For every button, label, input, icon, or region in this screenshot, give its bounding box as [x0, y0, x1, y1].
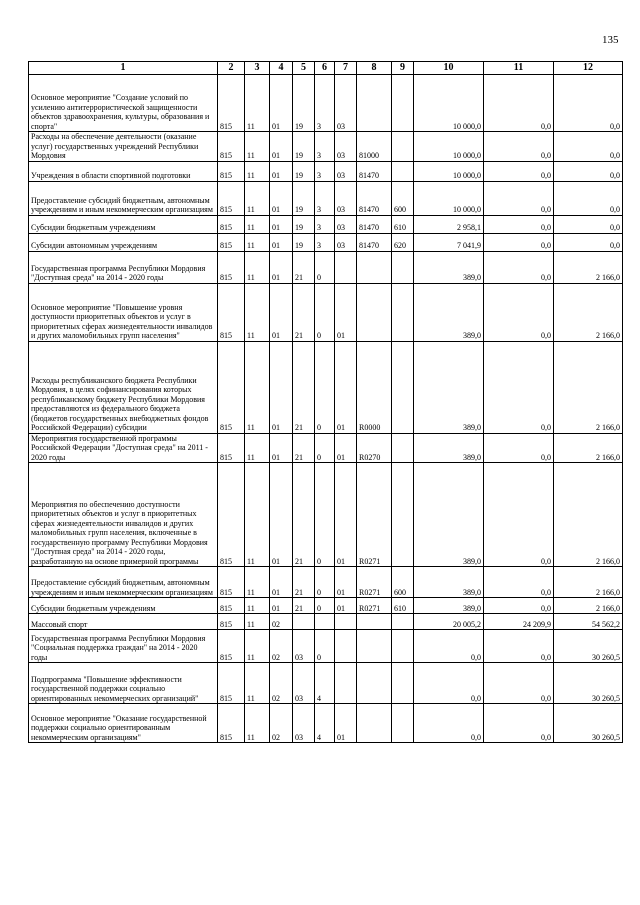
section-code: 11 [245, 283, 270, 341]
expense-code [357, 251, 392, 283]
section-code: 11 [245, 663, 270, 704]
event-code: 01 [335, 704, 357, 743]
expense-code [357, 704, 392, 743]
program-code: 03 [293, 630, 315, 663]
table-row [29, 567, 623, 598]
expense-code: 81470 [357, 215, 392, 233]
amount-col11: 0,0 [484, 215, 554, 233]
subprogram-code: 3 [315, 215, 335, 233]
event-code [335, 251, 357, 283]
event-code: 01 [335, 283, 357, 341]
amount-col11: 0,0 [484, 341, 554, 433]
subprogram-code: 3 [315, 75, 335, 132]
program-code: 21 [293, 598, 315, 614]
subprogram-code: 3 [315, 161, 335, 181]
program-code [293, 614, 315, 630]
subprogram-code: 0 [315, 341, 335, 433]
subprogram-code [315, 614, 335, 630]
row-name: Предоставление субсидий бюджетным, автономным учреждениям и иным некоммерческим организациям [29, 567, 218, 598]
row-name: Мероприятия государственной программы Российской Федерации "Доступная среда" на 2011 - 2020 годы [29, 433, 218, 463]
row-name: Предоставление субсидий бюджетным, автономным учреждениям и иным некоммерческим организациям [29, 181, 218, 215]
amount-col10: 389,0 [414, 598, 484, 614]
amount-col11: 0,0 [484, 567, 554, 598]
amount-col11: 0,0 [484, 630, 554, 663]
table-row [29, 630, 623, 663]
agency-code: 815 [218, 598, 245, 614]
row-name: Расходы республиканского бюджета Республики Мордовия, в целях софинансирования которых республиканскому бюджету Республики Мордовия предоставляются из федерального бюджета (бюджетов государственных внебюджетных фондов Российской Федерации) субсидии [29, 341, 218, 433]
subprogram-code: 0 [315, 630, 335, 663]
amount-col10: 389,0 [414, 341, 484, 433]
amount-col12: 30 260,5 [554, 663, 623, 704]
amount-col12: 54 562,2 [554, 614, 623, 630]
subsection-code: 01 [270, 341, 293, 433]
column-header: 2 [218, 62, 245, 75]
amount-col10: 389,0 [414, 283, 484, 341]
subprogram-code: 0 [315, 433, 335, 463]
subsection-code: 01 [270, 161, 293, 181]
subprogram-code: 3 [315, 233, 335, 251]
row-name: Субсидии бюджетным учреждениям [29, 598, 218, 614]
subsection-code: 01 [270, 181, 293, 215]
row-name: Субсидии автономным учреждениям [29, 233, 218, 251]
type-code: 600 [392, 567, 414, 598]
event-code: 03 [335, 215, 357, 233]
section-code: 11 [245, 341, 270, 433]
type-code: 610 [392, 215, 414, 233]
table-row [29, 663, 623, 704]
amount-col11: 0,0 [484, 75, 554, 132]
subsection-code: 01 [270, 233, 293, 251]
event-code: 03 [335, 233, 357, 251]
subprogram-code: 4 [315, 663, 335, 704]
amount-col10: 0,0 [414, 704, 484, 743]
event-code [335, 630, 357, 663]
expense-code: 81000 [357, 132, 392, 162]
row-name: Расходы на обеспечение деятельности (оказание услуг) государственных учреждений Республики Мордовия [29, 132, 218, 162]
type-code [392, 463, 414, 567]
column-header: 12 [554, 62, 623, 75]
program-code: 19 [293, 215, 315, 233]
agency-code: 815 [218, 251, 245, 283]
type-code: 620 [392, 233, 414, 251]
agency-code: 815 [218, 630, 245, 663]
column-header: 7 [335, 62, 357, 75]
subprogram-code: 4 [315, 704, 335, 743]
column-header: 1 [29, 62, 218, 75]
section-code: 11 [245, 433, 270, 463]
expense-code [357, 75, 392, 132]
agency-code: 815 [218, 132, 245, 162]
event-code: 03 [335, 181, 357, 215]
table-row [29, 181, 623, 215]
program-code: 19 [293, 233, 315, 251]
amount-col10: 389,0 [414, 251, 484, 283]
amount-col10: 389,0 [414, 433, 484, 463]
subsection-code: 01 [270, 132, 293, 162]
amount-col11: 0,0 [484, 283, 554, 341]
row-name: Основное мероприятие "Повышение уровня доступности приоритетных объектов и услуг в приоритетных сферах жизнедеятельности инвалидов и других маломобильных групп населения" [29, 283, 218, 341]
program-code: 19 [293, 75, 315, 132]
table-row [29, 233, 623, 251]
event-code: 01 [335, 598, 357, 614]
table-header-row [29, 62, 623, 75]
amount-col11: 0,0 [484, 704, 554, 743]
program-code: 21 [293, 567, 315, 598]
expense-code: R0000 [357, 341, 392, 433]
row-name: Подпрограмма "Повышение эффективности государственной поддержки социально ориентированных некоммерческих организаций" [29, 663, 218, 704]
table-body [29, 75, 623, 743]
subsection-code: 02 [270, 704, 293, 743]
table-row [29, 283, 623, 341]
column-header: 6 [315, 62, 335, 75]
expense-code: 81470 [357, 181, 392, 215]
expense-code [357, 283, 392, 341]
amount-col12: 30 260,5 [554, 630, 623, 663]
column-header: 8 [357, 62, 392, 75]
expense-code [357, 614, 392, 630]
amount-col11: 24 209,9 [484, 614, 554, 630]
amount-col11: 0,0 [484, 433, 554, 463]
amount-col10: 10 000,0 [414, 132, 484, 162]
amount-col10: 389,0 [414, 567, 484, 598]
expense-code [357, 630, 392, 663]
expense-code: 81470 [357, 161, 392, 181]
event-code: 03 [335, 161, 357, 181]
amount-col10: 10 000,0 [414, 181, 484, 215]
agency-code: 815 [218, 283, 245, 341]
expense-code: 81470 [357, 233, 392, 251]
subprogram-code: 0 [315, 598, 335, 614]
row-name: Массовый спорт [29, 614, 218, 630]
row-name: Основное мероприятие "Создание условий по усилению антитеррористической защищенности объектов здравоохранения, культуры, образования и спорта" [29, 75, 218, 132]
amount-col11: 0,0 [484, 463, 554, 567]
section-code: 11 [245, 598, 270, 614]
type-code [392, 75, 414, 132]
column-header: 10 [414, 62, 484, 75]
subsection-code: 01 [270, 215, 293, 233]
amount-col12: 2 166,0 [554, 251, 623, 283]
subsection-code: 01 [270, 283, 293, 341]
program-code: 03 [293, 663, 315, 704]
section-code: 11 [245, 704, 270, 743]
subprogram-code: 0 [315, 567, 335, 598]
agency-code: 815 [218, 614, 245, 630]
amount-col11: 0,0 [484, 598, 554, 614]
table-row [29, 132, 623, 162]
agency-code: 815 [218, 233, 245, 251]
agency-code: 815 [218, 161, 245, 181]
section-code: 11 [245, 75, 270, 132]
section-code: 11 [245, 161, 270, 181]
type-code [392, 614, 414, 630]
agency-code: 815 [218, 704, 245, 743]
type-code [392, 704, 414, 743]
type-code [392, 630, 414, 663]
column-header: 3 [245, 62, 270, 75]
type-code: 610 [392, 598, 414, 614]
table-row [29, 341, 623, 433]
expense-code: R0270 [357, 433, 392, 463]
section-code: 11 [245, 463, 270, 567]
event-code: 03 [335, 132, 357, 162]
expense-code: R0271 [357, 463, 392, 567]
row-name: Субсидии бюджетным учреждениям [29, 215, 218, 233]
table-row [29, 251, 623, 283]
table-row [29, 704, 623, 743]
subsection-code: 01 [270, 75, 293, 132]
amount-col12: 0,0 [554, 181, 623, 215]
amount-col10: 10 000,0 [414, 75, 484, 132]
amount-col10: 10 000,0 [414, 161, 484, 181]
program-code: 19 [293, 161, 315, 181]
amount-col11: 0,0 [484, 233, 554, 251]
column-header: 11 [484, 62, 554, 75]
amount-col12: 30 260,5 [554, 704, 623, 743]
subprogram-code: 0 [315, 251, 335, 283]
page-number: 135 [602, 34, 619, 46]
row-name: Учреждения в области спортивной подготовки [29, 161, 218, 181]
program-code: 21 [293, 251, 315, 283]
event-code: 01 [335, 567, 357, 598]
program-code: 21 [293, 463, 315, 567]
program-code: 03 [293, 704, 315, 743]
amount-col12: 0,0 [554, 215, 623, 233]
amount-col11: 0,0 [484, 663, 554, 704]
agency-code: 815 [218, 215, 245, 233]
amount-col11: 0,0 [484, 132, 554, 162]
expense-code: R0271 [357, 567, 392, 598]
amount-col10: 20 005,2 [414, 614, 484, 630]
column-header: 9 [392, 62, 414, 75]
subprogram-code: 0 [315, 463, 335, 567]
type-code [392, 283, 414, 341]
type-code [392, 433, 414, 463]
type-code: 600 [392, 181, 414, 215]
agency-code: 815 [218, 463, 245, 567]
type-code [392, 251, 414, 283]
amount-col12: 2 166,0 [554, 567, 623, 598]
column-header: 4 [270, 62, 293, 75]
table-row [29, 433, 623, 463]
program-code: 21 [293, 433, 315, 463]
amount-col12: 0,0 [554, 233, 623, 251]
type-code [392, 132, 414, 162]
agency-code: 815 [218, 341, 245, 433]
table-row [29, 463, 623, 567]
amount-col12: 0,0 [554, 161, 623, 181]
agency-code: 815 [218, 433, 245, 463]
table-row [29, 75, 623, 132]
program-code: 21 [293, 283, 315, 341]
subprogram-code: 3 [315, 181, 335, 215]
table-row [29, 614, 623, 630]
amount-col11: 0,0 [484, 161, 554, 181]
event-code [335, 614, 357, 630]
section-code: 11 [245, 132, 270, 162]
event-code: 01 [335, 341, 357, 433]
amount-col12: 2 166,0 [554, 433, 623, 463]
budget-table [28, 61, 623, 743]
amount-col11: 0,0 [484, 251, 554, 283]
row-name: Государственная программа Республики Мордовия "Доступная среда" на 2014 - 2020 годы [29, 251, 218, 283]
table-row [29, 161, 623, 181]
agency-code: 815 [218, 75, 245, 132]
event-code: 01 [335, 463, 357, 567]
amount-col10: 2 958,1 [414, 215, 484, 233]
program-code: 21 [293, 341, 315, 433]
agency-code: 815 [218, 567, 245, 598]
section-code: 11 [245, 215, 270, 233]
amount-col11: 0,0 [484, 181, 554, 215]
section-code: 11 [245, 233, 270, 251]
agency-code: 815 [218, 181, 245, 215]
row-name: Мероприятия по обеспечению доступности приоритетных объектов и услуг в приоритетных сферах жизнедеятельности инвалидов и других маломобильных групп населения, включенные в государственную программу Республики Мордовия "Доступная среда" на 2014 - 2020 годы, разработанную на основе примерной программы [29, 463, 218, 567]
amount-col12: 0,0 [554, 75, 623, 132]
subprogram-code: 3 [315, 132, 335, 162]
subprogram-code: 0 [315, 283, 335, 341]
subsection-code: 02 [270, 614, 293, 630]
amount-col10: 0,0 [414, 663, 484, 704]
section-code: 11 [245, 181, 270, 215]
expense-code [357, 663, 392, 704]
type-code [392, 663, 414, 704]
program-code: 19 [293, 132, 315, 162]
program-code: 19 [293, 181, 315, 215]
section-code: 11 [245, 251, 270, 283]
amount-col12: 0,0 [554, 132, 623, 162]
type-code [392, 161, 414, 181]
subsection-code: 01 [270, 463, 293, 567]
amount-col10: 389,0 [414, 463, 484, 567]
amount-col12: 2 166,0 [554, 283, 623, 341]
subsection-code: 02 [270, 663, 293, 704]
table-row [29, 215, 623, 233]
amount-col12: 2 166,0 [554, 463, 623, 567]
event-code: 03 [335, 75, 357, 132]
row-name: Основное мероприятие "Оказание государственной поддержки социально ориентированным некоммерческим организациям" [29, 704, 218, 743]
section-code: 11 [245, 614, 270, 630]
event-code: 01 [335, 433, 357, 463]
subsection-code: 01 [270, 251, 293, 283]
amount-col12: 2 166,0 [554, 598, 623, 614]
subsection-code: 02 [270, 630, 293, 663]
section-code: 11 [245, 567, 270, 598]
subsection-code: 01 [270, 598, 293, 614]
event-code [335, 663, 357, 704]
amount-col12: 2 166,0 [554, 341, 623, 433]
expense-code: R0271 [357, 598, 392, 614]
subsection-code: 01 [270, 567, 293, 598]
subsection-code: 01 [270, 433, 293, 463]
section-code: 11 [245, 630, 270, 663]
column-header: 5 [293, 62, 315, 75]
type-code [392, 341, 414, 433]
table-row [29, 598, 623, 614]
amount-col10: 0,0 [414, 630, 484, 663]
row-name: Государственная программа Республики Мордовия "Социальная поддержка граждан" на 2014 - 2020 годы [29, 630, 218, 663]
agency-code: 815 [218, 663, 245, 704]
amount-col10: 7 041,9 [414, 233, 484, 251]
